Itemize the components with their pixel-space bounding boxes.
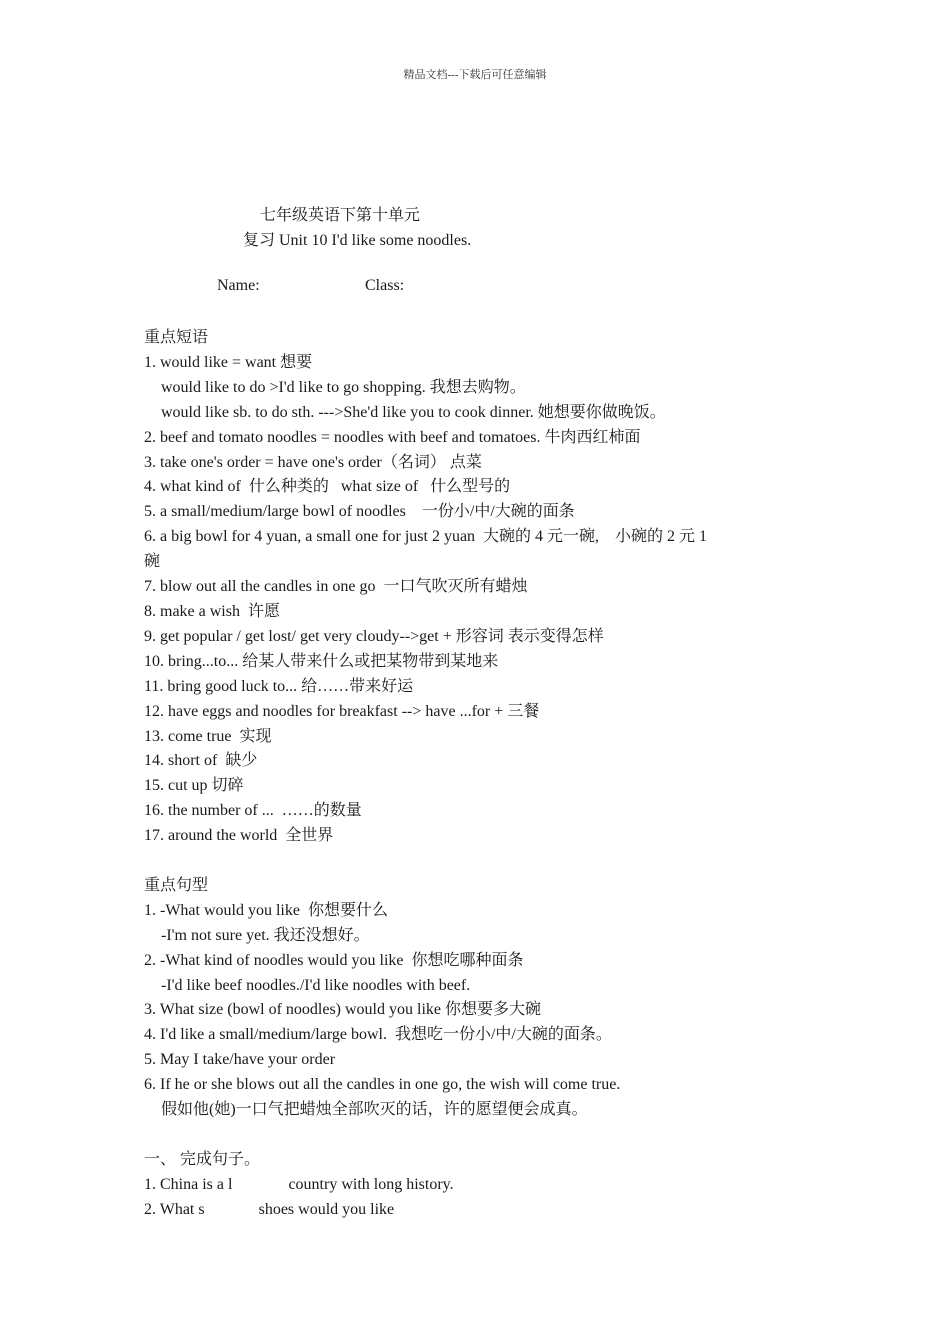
sentences-heading: 重点句型 — [144, 876, 209, 894]
phrase-item: 8. make a wish 许愿 — [144, 602, 280, 620]
section-spacer — [144, 849, 824, 874]
phrase-item: 16. the number of ... ……的数量 — [144, 802, 362, 820]
phrase-item: would like to do >I'd like to go shopping. 我想去购物。 — [161, 378, 526, 396]
phrase-item: 13. come true 实现 — [144, 727, 272, 745]
sentence-item: 3. What size (bowl of noodles) would you like 你想要多大碗 — [144, 1001, 541, 1019]
exercise-question — [144, 1173, 824, 1198]
name-label: Name: — [217, 277, 260, 294]
section-spacer — [144, 1123, 824, 1148]
phrase-item: 9. get popular / get lost/ get very cloudy-->get + 形容词 表示变得怎样 — [144, 627, 604, 645]
sentence-item: 6. If he or she blows out all the candles in one go, the wish will come true. — [144, 1076, 621, 1094]
unit-subtitle: 复习 Unit 10 I'd like some noodles. — [243, 232, 472, 249]
sentence-item: 4. I'd like a small/medium/large bowl. 我想吃一份小/中/大碗的面条。 — [144, 1026, 612, 1044]
exercise-heading: 一、 完成句子。 — [144, 1150, 261, 1168]
phrase-item: 5. a small/medium/large bowl of noodles 一份小/中/大碗的面条 — [144, 503, 575, 521]
phrases-heading: 重点短语 — [144, 329, 209, 346]
phrase-item: 2. beef and tomato noodles = noodles with beef and tomatoes. 牛肉西红柿面 — [144, 428, 641, 446]
phrase-item: 15. cut up 切碎 — [144, 777, 244, 795]
phrase-item: 3. take one's order = have one's order（名词） 点菜 — [144, 453, 482, 471]
phrase-item: 4. what kind of 什么种类的 what size of 什么型号的 — [144, 478, 511, 496]
sentence-item: 2. -What kind of noodles would you like 你想吃哪种面条 — [144, 951, 524, 969]
phrase-item: 1. would like = want 想要 — [144, 353, 313, 371]
phrase-item: 11. bring good luck to... 给……带来好运 — [144, 677, 414, 695]
phrase-item: 6. a big bowl for 4 yuan, a small one for just 2 yuan 大碗的 4 元一碗, 小碗的 2 元 1 — [144, 528, 708, 546]
exercise-question — [144, 1198, 824, 1223]
question-text: country with long history. — [288, 1175, 454, 1193]
sentence-item: 1. -What would you like 你想要什么 — [144, 901, 388, 919]
sentence-item: 5. May I take/have your order — [144, 1051, 336, 1069]
phrase-item: 12. have eggs and noodles for breakfast --> have ...for + 三餐 — [144, 702, 540, 720]
page-header: 精品文档---下载后可任意编辑 — [403, 69, 547, 81]
phrase-item: 17. around the world 全世界 — [144, 827, 334, 845]
class-label: Class: — [365, 277, 405, 294]
phrase-item: 7. blow out all the candles in one go 一口气吹灭所有蜡烛 — [144, 578, 528, 596]
question-text: 1. China is a l — [144, 1175, 233, 1193]
question-text: 2. What s — [144, 1200, 205, 1218]
unit-title: 七年级英语下第十单元 — [260, 207, 421, 224]
phrase-item: 碗 — [144, 553, 161, 571]
sentence-item: -I'd like beef noodles./I'd like noodles with beef. — [161, 976, 471, 994]
sentence-item: -I'm not sure yet. 我还没想好。 — [161, 926, 370, 944]
phrase-item: 10. bring...to... 给某人带来什么或把某物带到某地来 — [144, 652, 499, 670]
phrase-item: 14. short of 缺少 — [144, 752, 258, 770]
question-text: shoes would you like — [258, 1200, 395, 1218]
sentence-item: 假如他(她)一口气把蜡烛全部吹灭的话，许的愿望便会成真。 — [161, 1101, 588, 1119]
document-body — [144, 326, 824, 1223]
phrase-item: would like sb. to do sth. --->She'd like you to cook dinner. 她想要你做晚饭。 — [161, 403, 666, 421]
